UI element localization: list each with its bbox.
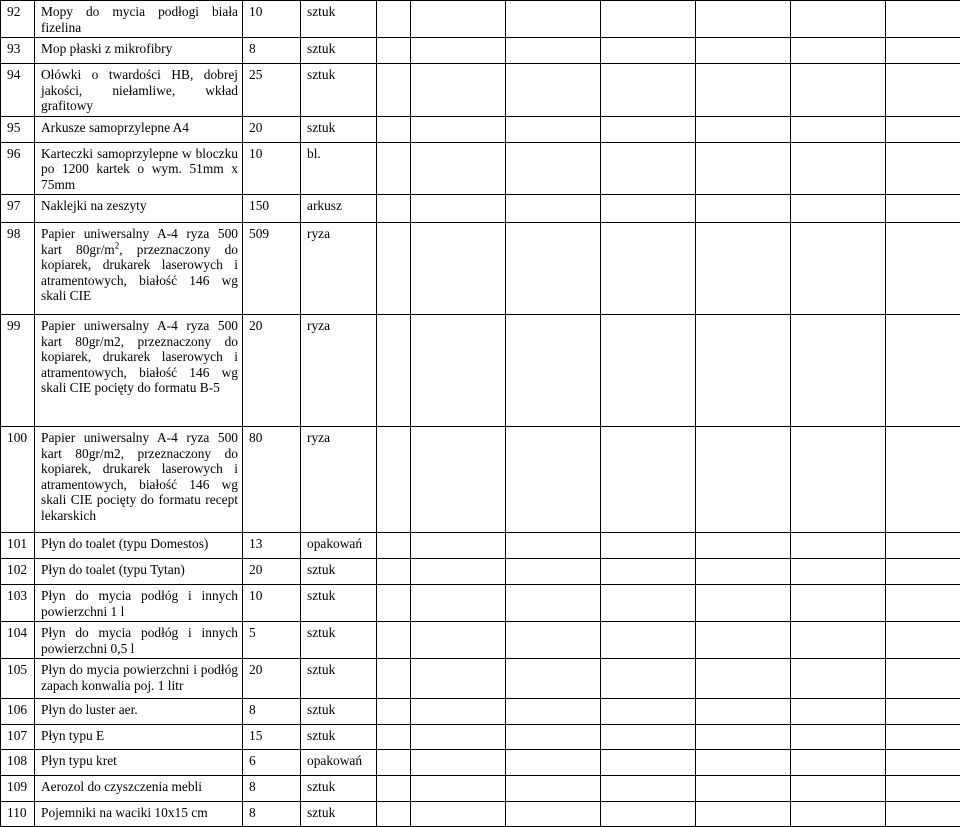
empty-cell: [411, 315, 506, 427]
row-number: 99: [1, 315, 35, 427]
item-quantity: 20: [243, 315, 301, 427]
empty-cell: [601, 38, 696, 64]
empty-cell: [506, 195, 601, 223]
item-name-superscript: 2: [115, 240, 120, 250]
item-name: Papier uniwersalny A-4 ryza 500 kart 80gr/m2, przeznaczony do kopiarek, drukarek laserowych i atramentowych, białość 146 wg skali CIE pocięty do formatu recept lekarskich: [35, 427, 243, 533]
empty-cell: [411, 1, 506, 38]
row-number: 110: [1, 802, 35, 827]
row-number: 105: [1, 659, 35, 699]
empty-cell: [696, 659, 791, 699]
item-name: Płyn do luster aer.: [35, 699, 243, 725]
empty-cell: [601, 116, 696, 142]
empty-cell: [601, 1, 696, 38]
empty-cell: [506, 725, 601, 750]
empty-cell: [791, 750, 886, 776]
item-quantity: 509: [243, 223, 301, 315]
row-number: 93: [1, 38, 35, 64]
item-quantity: 150: [243, 195, 301, 223]
item-unit: sztuk: [301, 659, 377, 699]
item-unit: sztuk: [301, 699, 377, 725]
empty-cell: [506, 315, 601, 427]
item-name: Naklejki na zeszyty: [35, 195, 243, 223]
empty-cell: [696, 315, 791, 427]
items-table-body: [1, 1, 960, 827]
empty-cell: [696, 64, 791, 117]
empty-cell: [791, 776, 886, 802]
empty-cell: [411, 750, 506, 776]
empty-cell: [601, 585, 696, 622]
table-row: [1, 622, 960, 659]
empty-cell: [886, 559, 960, 585]
item-quantity: 25: [243, 64, 301, 117]
empty-cell: [411, 725, 506, 750]
empty-cell: [696, 585, 791, 622]
item-unit: ryza: [301, 315, 377, 427]
item-quantity: 15: [243, 725, 301, 750]
empty-cell: [506, 223, 601, 315]
row-number: 104: [1, 622, 35, 659]
empty-cell: [601, 659, 696, 699]
empty-cell: [601, 195, 696, 223]
row-number: 94: [1, 64, 35, 117]
empty-cell: [886, 802, 960, 827]
empty-cell: [377, 427, 411, 533]
item-name: Arkusze samoprzylepne A4: [35, 116, 243, 142]
item-name: Płyn do mycia podłóg i innych powierzchni 1 l: [35, 585, 243, 622]
empty-cell: [791, 725, 886, 750]
item-name: Pojemniki na waciki 10x15 cm: [35, 802, 243, 827]
table-row: [1, 776, 960, 802]
item-quantity: 20: [243, 659, 301, 699]
empty-cell: [506, 659, 601, 699]
item-unit: ryza: [301, 223, 377, 315]
empty-cell: [696, 533, 791, 559]
table-row: [1, 1, 960, 38]
item-quantity: 5: [243, 622, 301, 659]
empty-cell: [696, 38, 791, 64]
empty-cell: [601, 315, 696, 427]
row-number: 92: [1, 1, 35, 38]
empty-cell: [601, 142, 696, 195]
empty-cell: [506, 622, 601, 659]
empty-cell: [377, 223, 411, 315]
empty-cell: [506, 116, 601, 142]
empty-cell: [886, 699, 960, 725]
empty-cell: [696, 142, 791, 195]
empty-cell: [601, 64, 696, 117]
item-unit: sztuk: [301, 725, 377, 750]
empty-cell: [696, 559, 791, 585]
empty-cell: [506, 750, 601, 776]
row-number: 107: [1, 725, 35, 750]
item-quantity: 80: [243, 427, 301, 533]
empty-cell: [696, 1, 791, 38]
item-quantity: 10: [243, 142, 301, 195]
empty-cell: [791, 802, 886, 827]
empty-cell: [377, 116, 411, 142]
empty-cell: [377, 776, 411, 802]
empty-cell: [506, 533, 601, 559]
item-name: Ołówki o twardości HB, dobrej jakości, niełamliwe, wkład grafitowy: [35, 64, 243, 117]
empty-cell: [377, 585, 411, 622]
empty-cell: [377, 315, 411, 427]
item-name: Płyn typu kret: [35, 750, 243, 776]
empty-cell: [791, 559, 886, 585]
empty-cell: [506, 1, 601, 38]
empty-cell: [601, 622, 696, 659]
item-quantity: 10: [243, 585, 301, 622]
table-row: [1, 142, 960, 195]
empty-cell: [411, 427, 506, 533]
empty-cell: [886, 315, 960, 427]
table-row: [1, 802, 960, 827]
item-unit: opakowań: [301, 750, 377, 776]
empty-cell: [377, 142, 411, 195]
table-row: [1, 533, 960, 559]
empty-cell: [696, 750, 791, 776]
empty-cell: [411, 776, 506, 802]
empty-cell: [411, 142, 506, 195]
empty-cell: [601, 699, 696, 725]
empty-cell: [377, 1, 411, 38]
item-name-text: Papier uniwersalny A-4 ryza 500 kart 80gr/m: [41, 226, 238, 257]
empty-cell: [791, 427, 886, 533]
empty-cell: [377, 533, 411, 559]
empty-cell: [791, 533, 886, 559]
empty-cell: [411, 533, 506, 559]
item-quantity: 6: [243, 750, 301, 776]
table-row: [1, 64, 960, 117]
empty-cell: [696, 223, 791, 315]
empty-cell: [601, 559, 696, 585]
table-row: [1, 195, 960, 223]
item-quantity: 8: [243, 802, 301, 827]
empty-cell: [377, 38, 411, 64]
table-row: [1, 315, 960, 427]
item-unit: sztuk: [301, 559, 377, 585]
empty-cell: [791, 699, 886, 725]
empty-cell: [791, 659, 886, 699]
table-row: [1, 659, 960, 699]
item-name: Płyn typu E: [35, 725, 243, 750]
table-row: [1, 559, 960, 585]
empty-cell: [601, 223, 696, 315]
empty-cell: [886, 195, 960, 223]
item-unit: arkusz: [301, 195, 377, 223]
empty-cell: [886, 725, 960, 750]
item-name: [35, 223, 243, 315]
empty-cell: [791, 195, 886, 223]
empty-cell: [506, 64, 601, 117]
item-unit: bl.: [301, 142, 377, 195]
empty-cell: [411, 699, 506, 725]
item-name: Płyn do mycia podłóg i innych powierzchni 0,5 l: [35, 622, 243, 659]
table-row: [1, 725, 960, 750]
item-name: Mopy do mycia podłogi biała fizelina: [35, 1, 243, 38]
row-number: 102: [1, 559, 35, 585]
empty-cell: [696, 699, 791, 725]
item-quantity: 8: [243, 38, 301, 64]
item-quantity: 13: [243, 533, 301, 559]
empty-cell: [377, 64, 411, 117]
item-unit: sztuk: [301, 776, 377, 802]
item-name: Mop płaski z mikrofibry: [35, 38, 243, 64]
item-quantity: 20: [243, 116, 301, 142]
empty-cell: [506, 38, 601, 64]
empty-cell: [377, 750, 411, 776]
empty-cell: [411, 622, 506, 659]
empty-cell: [506, 802, 601, 827]
empty-cell: [506, 776, 601, 802]
empty-cell: [791, 64, 886, 117]
empty-cell: [791, 315, 886, 427]
row-number: 100: [1, 427, 35, 533]
empty-cell: [886, 622, 960, 659]
empty-cell: [377, 725, 411, 750]
empty-cell: [791, 1, 886, 38]
item-name: Płyn do toalet (typu Domestos): [35, 533, 243, 559]
empty-cell: [601, 802, 696, 827]
empty-cell: [886, 223, 960, 315]
empty-cell: [696, 622, 791, 659]
empty-cell: [791, 585, 886, 622]
empty-cell: [601, 533, 696, 559]
row-number: 101: [1, 533, 35, 559]
row-number: 109: [1, 776, 35, 802]
empty-cell: [601, 750, 696, 776]
empty-cell: [886, 116, 960, 142]
row-number: 96: [1, 142, 35, 195]
empty-cell: [696, 116, 791, 142]
item-quantity: 8: [243, 699, 301, 725]
empty-cell: [886, 659, 960, 699]
empty-cell: [377, 195, 411, 223]
item-unit: sztuk: [301, 802, 377, 827]
item-unit: sztuk: [301, 38, 377, 64]
empty-cell: [377, 559, 411, 585]
row-number: 106: [1, 699, 35, 725]
empty-cell: [886, 142, 960, 195]
empty-cell: [696, 725, 791, 750]
item-unit: ryza: [301, 427, 377, 533]
item-name: Papier uniwersalny A-4 ryza 500 kart 80gr/m2, przeznaczony do kopiarek, drukarek laserowych i atramentowych, białość 146 wg skali CIE pocięty do formatu B-5: [35, 315, 243, 427]
table-row: [1, 223, 960, 315]
empty-cell: [791, 223, 886, 315]
table-row: [1, 699, 960, 725]
item-unit: sztuk: [301, 116, 377, 142]
item-quantity: 20: [243, 559, 301, 585]
empty-cell: [411, 116, 506, 142]
empty-cell: [886, 38, 960, 64]
empty-cell: [886, 427, 960, 533]
empty-cell: [506, 699, 601, 725]
empty-cell: [411, 38, 506, 64]
empty-cell: [791, 116, 886, 142]
empty-cell: [377, 699, 411, 725]
empty-cell: [696, 802, 791, 827]
empty-cell: [411, 64, 506, 117]
table-row: [1, 585, 960, 622]
item-unit: sztuk: [301, 64, 377, 117]
empty-cell: [411, 585, 506, 622]
item-quantity: 10: [243, 1, 301, 38]
item-unit: sztuk: [301, 1, 377, 38]
empty-cell: [791, 38, 886, 64]
table-row: [1, 116, 960, 142]
empty-cell: [601, 725, 696, 750]
empty-cell: [886, 585, 960, 622]
item-name: Aerozol do czyszczenia mebli: [35, 776, 243, 802]
empty-cell: [377, 622, 411, 659]
table-row: [1, 38, 960, 64]
item-unit: sztuk: [301, 585, 377, 622]
empty-cell: [696, 195, 791, 223]
empty-cell: [601, 776, 696, 802]
row-number: 95: [1, 116, 35, 142]
empty-cell: [886, 533, 960, 559]
empty-cell: [506, 427, 601, 533]
empty-cell: [411, 559, 506, 585]
item-name: Karteczki samoprzylepne w bloczku po 1200 kartek o wym. 51mm x 75mm: [35, 142, 243, 195]
empty-cell: [886, 64, 960, 117]
item-name: Płyn do mycia powierzchni i podłóg zapach konwalia poj. 1 litr: [35, 659, 243, 699]
item-unit: opakowań: [301, 533, 377, 559]
row-number: 108: [1, 750, 35, 776]
row-number: 97: [1, 195, 35, 223]
empty-cell: [411, 659, 506, 699]
table-row: [1, 427, 960, 533]
empty-cell: [377, 659, 411, 699]
empty-cell: [601, 427, 696, 533]
empty-cell: [696, 427, 791, 533]
empty-cell: [411, 802, 506, 827]
item-name-text: , przeznaczony do kopiarek, drukarek laserowych i atramentowych, białość 146 wg skali CIE: [41, 242, 238, 304]
empty-cell: [411, 195, 506, 223]
item-unit: sztuk: [301, 622, 377, 659]
empty-cell: [791, 622, 886, 659]
empty-cell: [886, 750, 960, 776]
row-number: 103: [1, 585, 35, 622]
empty-cell: [377, 802, 411, 827]
empty-cell: [791, 142, 886, 195]
row-number: 98: [1, 223, 35, 315]
item-quantity: 8: [243, 776, 301, 802]
empty-cell: [886, 776, 960, 802]
empty-cell: [506, 559, 601, 585]
empty-cell: [411, 223, 506, 315]
item-name: Płyn do toalet (typu Tytan): [35, 559, 243, 585]
empty-cell: [696, 776, 791, 802]
table-row: [1, 750, 960, 776]
empty-cell: [506, 142, 601, 195]
empty-cell: [506, 585, 601, 622]
empty-cell: [886, 1, 960, 38]
